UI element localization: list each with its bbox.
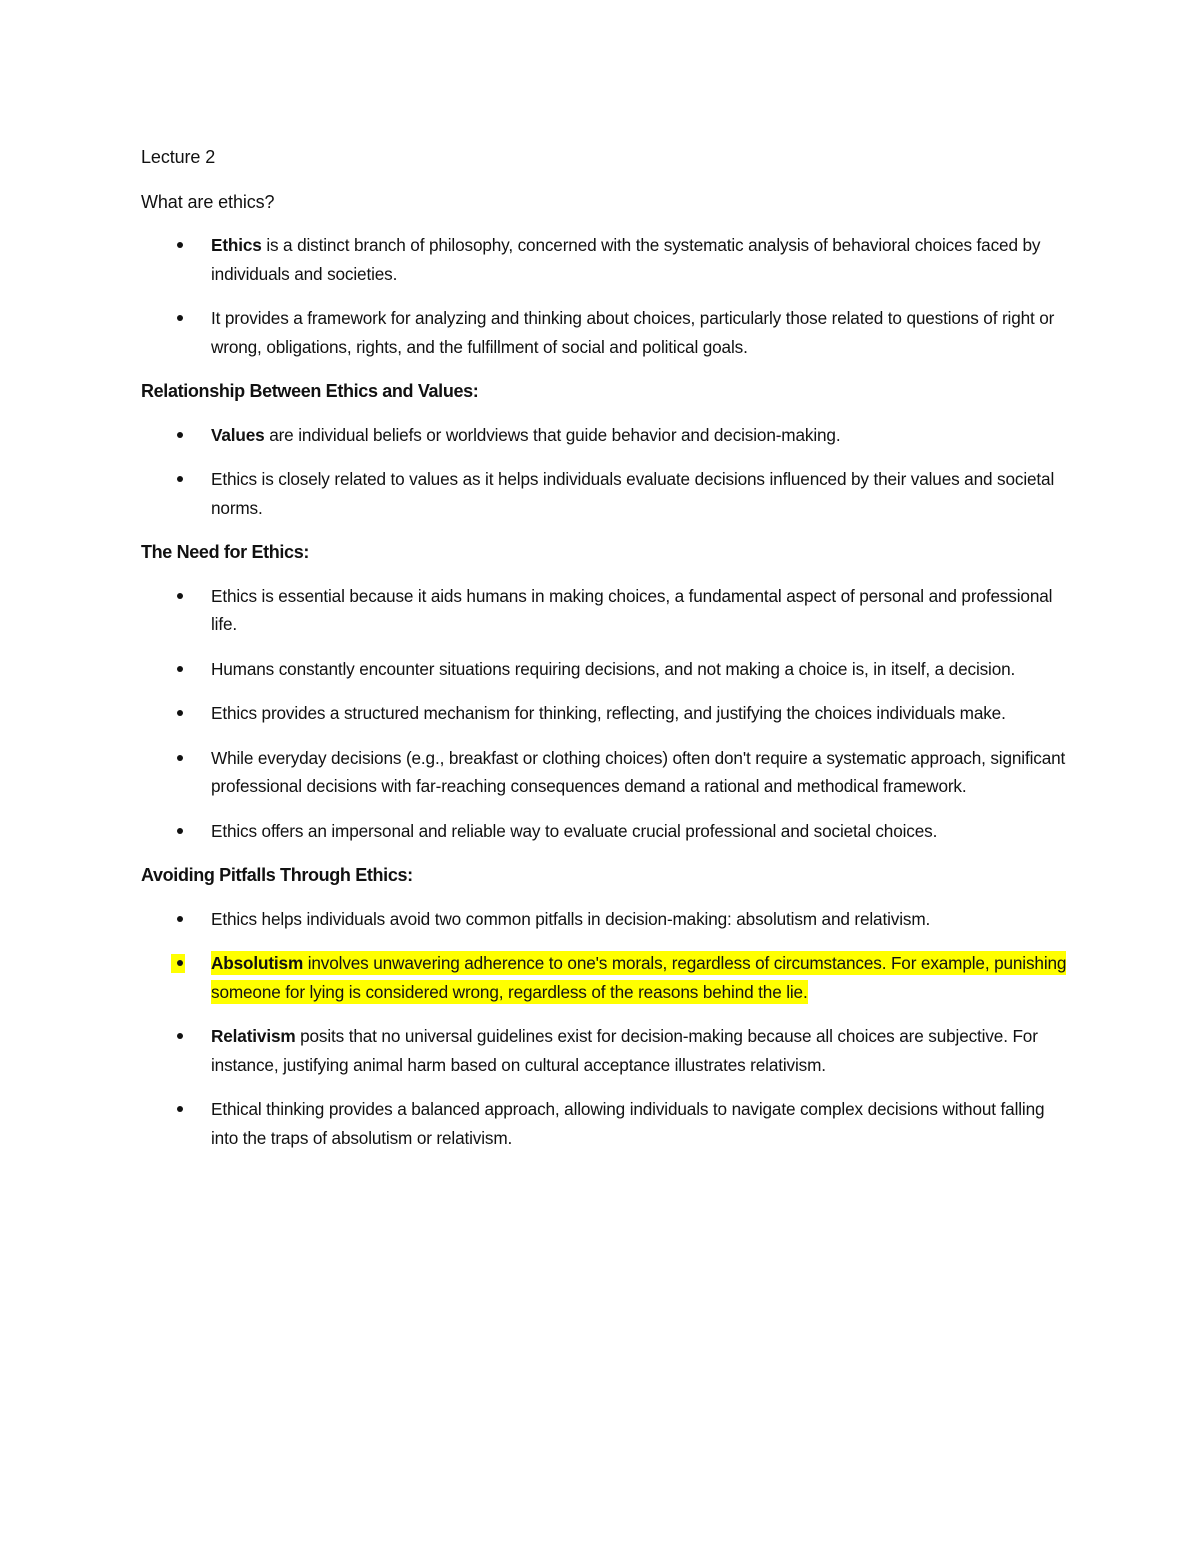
bullet-icon xyxy=(177,710,183,716)
list-item xyxy=(141,655,1070,684)
bullet-icon xyxy=(177,593,183,599)
bullet-icon xyxy=(177,755,183,761)
bullet-icon xyxy=(177,315,183,321)
bullet-icon xyxy=(177,476,183,482)
list-item xyxy=(141,304,1070,361)
section-heading-need: The Need for Ethics: xyxy=(141,542,310,562)
list-item xyxy=(141,421,1070,450)
item-text: is a distinct branch of philosophy, concerned with the systematic analysis of behavioral choices faced by individuals and societies. xyxy=(211,235,1041,284)
bullet-icon xyxy=(177,828,183,834)
list-item-highlighted xyxy=(141,949,1070,1006)
list-item xyxy=(141,817,1070,846)
bullet-icon xyxy=(177,1033,183,1039)
section-heading-relationship: Relationship Between Ethics and Values: xyxy=(141,381,479,401)
list-item xyxy=(141,1095,1070,1152)
term-label: Ethics xyxy=(211,235,262,255)
term-label: Relativism xyxy=(211,1026,296,1046)
bullet-icon xyxy=(177,916,183,922)
term-label: Values xyxy=(211,424,265,445)
item-text: While everyday decisions (e.g., breakfast or clothing choices) often don't require a systematic approach, significant professional decisions with far-reaching consequences demand a rational and methodical framework. xyxy=(211,747,1066,796)
item-text: Ethics helps individuals avoid two common pitfalls in decision-making: absolutism and relativism. xyxy=(211,908,931,929)
relationship-list xyxy=(141,421,1070,523)
item-text: Humans constantly encounter situations requiring decisions, and not making a choice is, in itself, a decision. xyxy=(211,658,1016,679)
bullet-icon xyxy=(177,242,183,248)
list-item xyxy=(141,465,1070,522)
item-text: involves unwavering adherence to one's morals, regardless of circumstances. For example, punishing someone for lying is considered wrong, regardless of the reasons behind the lie. xyxy=(211,953,1067,1002)
item-text: are individual beliefs or worldviews that guide behavior and decision-making. xyxy=(264,424,841,445)
list-item xyxy=(141,231,1070,288)
section-heading-pitfalls: Avoiding Pitfalls Through Ethics: xyxy=(141,865,413,885)
list-item xyxy=(141,905,1070,934)
term-label: Absolutism xyxy=(211,953,304,973)
bullet-icon xyxy=(177,1106,183,1112)
pitfalls-list xyxy=(141,905,1070,1153)
list-item xyxy=(141,582,1070,639)
bullet-icon xyxy=(177,960,183,966)
list-item xyxy=(141,699,1070,728)
bullet-icon xyxy=(177,666,183,672)
lecture-title: Lecture 2 xyxy=(141,147,216,167)
item-text: Ethics provides a structured mechanism for thinking, reflecting, and justifying the choices individuals make. xyxy=(211,703,1006,723)
item-text: Ethics is closely related to values as it helps individuals evaluate decisions influenced by their values and societal norms. xyxy=(211,469,1055,518)
item-text: It provides a framework for analyzing and thinking about choices, particularly those related to questions of right or wrong, obligations, rights, and the fulfillment of social and political goals. xyxy=(211,308,1055,357)
list-item xyxy=(141,744,1070,801)
item-text: Ethics is essential because it aids humans in making choices, a fundamental aspect of personal and professional life. xyxy=(211,585,1053,634)
item-text: Ethics offers an impersonal and reliable way to evaluate crucial professional and societal choices. xyxy=(211,820,938,841)
item-text: Ethical thinking provides a balanced approach, allowing individuals to navigate complex decisions without falling into the traps of absolutism or relativism. xyxy=(211,1099,1045,1148)
item-text: posits that no universal guidelines exist for decision-making because all choices are subjective. For instance, justifying animal harm based on cultural acceptance illustrates relativism. xyxy=(211,1026,1038,1075)
need-list xyxy=(141,582,1070,846)
list-item xyxy=(141,1022,1070,1079)
bullet-icon xyxy=(177,432,183,438)
intro-list xyxy=(141,231,1070,361)
highlighted-text xyxy=(211,951,1066,1004)
question-line: What are ethics? xyxy=(141,191,275,212)
